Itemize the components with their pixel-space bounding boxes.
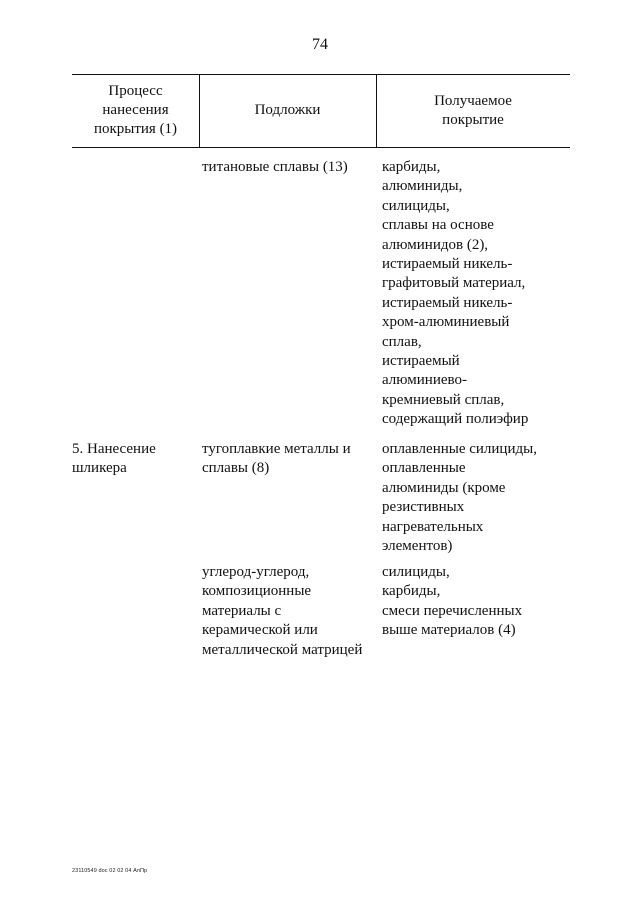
header-coating-line: покрытие (442, 111, 504, 128)
header-coating (376, 74, 570, 147)
cell-line: оплавленные (382, 460, 466, 477)
header-process (72, 74, 199, 147)
cell-line: резистивных (382, 499, 465, 516)
cell-line: кремниевый сплав, (382, 391, 505, 408)
cell-line: сплавы (8) (202, 460, 270, 477)
row3-substrate (202, 563, 362, 660)
cell-line: алюминиды (кроме (382, 479, 506, 496)
table-header-bottom-rule (72, 147, 570, 148)
cell-line: материалы с (202, 602, 282, 619)
cell-line: композиционные (202, 583, 312, 600)
row1-coating (382, 158, 528, 430)
footer-document-code: 23110549 doc 02 02 04 АпПр (72, 868, 148, 874)
page-number: 74 (312, 36, 328, 53)
cell-line: силициды, (382, 197, 450, 214)
cell-line: сплав, (382, 333, 422, 350)
row1-substrate (202, 158, 348, 177)
cell-line: 5. Нанесение (72, 441, 156, 457)
cell-line: силициды, (382, 564, 450, 580)
header-process-line: Процесс (108, 83, 163, 99)
cell-line: смеси перечисленных (382, 602, 523, 619)
cell-line: элементов) (382, 538, 453, 555)
cell-line: карбиды, (382, 159, 441, 175)
cell-line: истираемый никель- (382, 294, 513, 311)
row2-process (72, 440, 156, 479)
header-substrates (199, 74, 376, 147)
cell-line: содержащий полиэфир (382, 411, 529, 428)
cell-line: алюминиево- (382, 372, 467, 389)
cell-line: углерод-углерод, (202, 564, 310, 580)
header-substrates-line: Подложки (254, 102, 321, 118)
cell-line: хром-алюминиевый (382, 314, 510, 331)
cell-line: истираемый никель- (382, 256, 513, 273)
cell-line: оплавленные силициды, (382, 441, 537, 457)
row3-coating (382, 563, 522, 641)
cell-line: шликера (72, 460, 127, 477)
cell-line: титановые сплавы (13) (202, 159, 348, 175)
cell-line: металлической матрицей (202, 641, 363, 658)
cell-line: тугоплавкие металлы и (202, 441, 351, 457)
cell-line: алюминиды, (382, 178, 463, 195)
cell-line: алюминидов (2), (382, 236, 489, 253)
header-coating-line: Получаемое (434, 92, 512, 109)
cell-line: графитовый материал, (382, 275, 526, 292)
cell-line: карбиды, (382, 583, 441, 600)
cell-line: сплавы на основе (382, 217, 494, 234)
cell-line: выше материалов (4) (382, 622, 516, 639)
row2-coating (382, 440, 537, 556)
header-process-line: нанесения (102, 102, 169, 118)
cell-line: истираемый (382, 353, 460, 370)
row2-substrate (202, 440, 351, 479)
cell-line: нагревательных (382, 518, 484, 535)
header-process-line: покрытия (1) (93, 121, 178, 137)
cell-line: керамической или (202, 622, 318, 639)
